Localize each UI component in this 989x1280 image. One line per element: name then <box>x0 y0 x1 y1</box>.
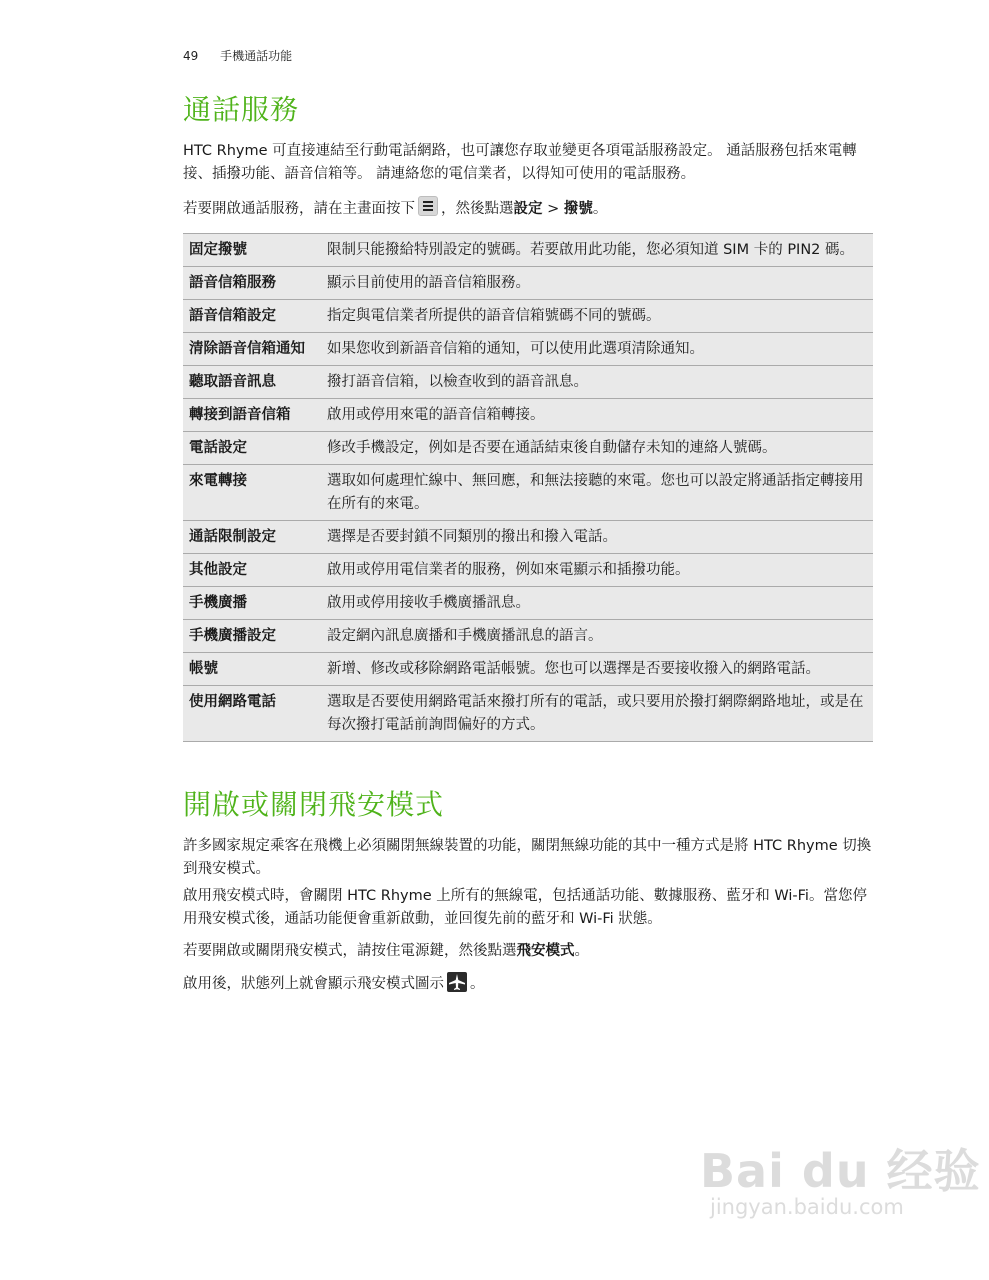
table-row <box>183 587 873 620</box>
page-header <box>183 47 292 64</box>
setting-description: 撥打語音信箱，以檢查收到的語音訊息。 <box>327 374 588 390</box>
setting-description: 設定網內訊息廣播和手機廣播訊息的語言。 <box>327 628 603 644</box>
watermark-url: jingyan.baidu.com <box>710 1195 904 1219</box>
page-number: 49 <box>183 49 199 63</box>
table-row <box>183 432 873 465</box>
setting-description: 選取是否要使用網路電話來撥打所有的電話，或只要用於撥打網際網路地址，或是在每次撥打電話前詢問偏好的方式。 <box>327 694 864 733</box>
setting-description: 啟用或停用電信業者的服務，例如來電顯示和插撥功能。 <box>327 562 690 578</box>
setting-description: 修改手機設定，例如是否要在通話結束後自動儲存未知的連絡人號碼。 <box>327 440 777 456</box>
airplane-para-2: 啟用飛安模式時，會關閉 HTC Rhyme 上所有的無線電，包括通話功能、數據服務、藍牙和 Wi-Fi。當您停用飛安模式後，通話功能便會重新啟動，並回復先前的藍牙和 Wi-Fi 狀態。 <box>183 888 867 927</box>
setting-name: 清除語音信箱通知 <box>189 341 305 357</box>
table-row <box>183 686 873 742</box>
call-services-instruction: 若要開啟通話服務，請在主畫面按下 ，然後點選設定 > 撥號。 <box>183 196 875 221</box>
table-row <box>183 465 873 521</box>
setting-description: 指定與電信業者所提供的語音信箱號碼不同的號碼。 <box>327 308 661 324</box>
setting-name: 固定撥號 <box>189 242 247 258</box>
setting-name: 帳號 <box>189 661 218 677</box>
setting-name: 其他設定 <box>189 562 247 578</box>
table-row <box>183 653 873 686</box>
setting-name: 語音信箱服務 <box>189 275 276 291</box>
watermark-brand: Bai du 经验 <box>700 1144 981 1198</box>
settings-label: 設定 <box>513 201 543 217</box>
airplane-icon <box>447 972 467 992</box>
setting-name: 電話設定 <box>189 440 247 456</box>
dial-label: 撥號 <box>563 201 593 217</box>
baidu-watermark <box>700 1135 981 1219</box>
call-services-table <box>183 233 873 742</box>
chapter-title: 手機通話功能 <box>220 49 293 63</box>
airplane-para-4: 啟用後，狀態列上就會顯示飛安模式圖示 。 <box>183 972 875 996</box>
setting-description: 啟用或停用來電的語音信箱轉接。 <box>327 407 545 423</box>
table-row <box>183 554 873 587</box>
airplane-para-1: 許多國家規定乘客在飛機上必須關閉無線裝置的功能，關閉無線功能的其中一種方式是將 HTC Rhyme 切換到飛安模式。 <box>183 838 872 877</box>
menu-icon <box>418 196 438 216</box>
table-row <box>183 333 873 366</box>
setting-name: 通話限制設定 <box>189 529 276 545</box>
setting-name: 聽取語音訊息 <box>189 374 276 390</box>
setting-description: 如果您收到新語音信箱的通知，可以使用此選項清除通知。 <box>327 341 704 357</box>
table-row <box>183 399 873 432</box>
setting-name: 來電轉接 <box>189 473 247 489</box>
table-row <box>183 234 873 267</box>
setting-description: 選擇是否要封鎖不同類別的撥出和撥入電話。 <box>327 529 617 545</box>
table-row <box>183 267 873 300</box>
section-title-airplane-mode: 開啟或關閉飛安模式 <box>183 788 445 821</box>
setting-name: 轉接到語音信箱 <box>189 407 291 423</box>
airplane-mode-label: 飛安模式 <box>516 943 575 959</box>
table-row <box>183 521 873 554</box>
setting-name: 語音信箱設定 <box>189 308 276 324</box>
setting-description: 選取如何處理忙線中、無回應，和無法接聽的來電。您也可以設定將通話指定轉接用在所有的來電。 <box>327 473 864 512</box>
airplane-para-3: 若要開啟或關閉飛安模式，請按住電源鍵，然後點選飛安模式。 <box>183 943 589 959</box>
table-row <box>183 300 873 333</box>
setting-name: 手機廣播設定 <box>189 628 276 644</box>
table-row <box>183 366 873 399</box>
section-title-call-services: 通話服務 <box>183 93 300 126</box>
call-services-intro: HTC Rhyme 可直接連結至行動電話網路，也可讓您存取並變更各項電話服務設定。 通話服務包括來電轉接、插撥功能、語音信箱等。 請連絡您的電信業者，以得知可使用的電話服務。 <box>183 143 857 182</box>
setting-description: 新增、修改或移除網路電話帳號。您也可以選擇是否要接收撥入的網路電話。 <box>327 661 820 677</box>
setting-name: 使用網路電話 <box>189 694 276 710</box>
setting-description: 顯示目前使用的語音信箱服務。 <box>327 275 530 291</box>
setting-description: 啟用或停用接收手機廣播訊息。 <box>327 595 530 611</box>
setting-description: 限制只能撥給特別設定的號碼。若要啟用此功能，您必須知道 SIM 卡的 PIN2 碼。 <box>327 242 855 258</box>
table-row <box>183 620 873 653</box>
setting-name: 手機廣播 <box>189 595 247 611</box>
